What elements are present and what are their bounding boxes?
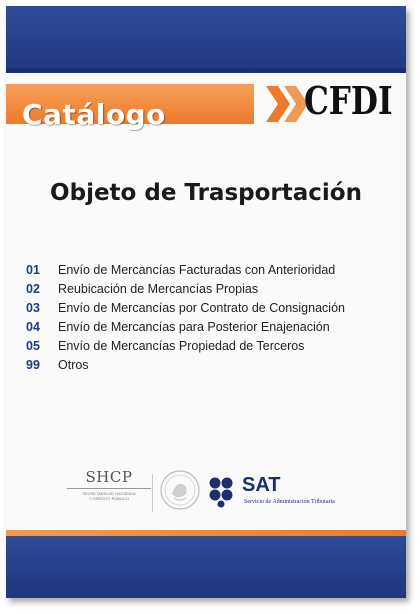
sat-logo — [208, 474, 398, 514]
shcp-divider — [67, 488, 151, 489]
logo-divider — [152, 474, 153, 512]
list-item — [26, 358, 396, 377]
list-item — [26, 339, 396, 358]
mexico-seal-icon — [158, 468, 202, 512]
item-description: Reubicación de Mercancías Propias — [58, 282, 259, 296]
sat-subtitle: Servicio de Administración Tributaria — [244, 499, 335, 505]
list-item — [26, 282, 396, 301]
item-description: Envío de Mercancías por Contrato de Consignación — [58, 301, 345, 315]
sat-wordmark: SAT — [242, 474, 281, 496]
page-title: Objeto de Trasportación — [50, 180, 362, 206]
top-blue-band — [6, 6, 406, 68]
item-code: 99 — [26, 358, 40, 372]
item-description: Envío de Mercancías Facturadas con Anterioridad — [58, 263, 336, 277]
header-row — [6, 72, 406, 130]
shcp-wordmark: SHCP — [85, 468, 133, 486]
sat-dots-icon — [208, 476, 240, 508]
item-code: 05 — [26, 339, 40, 353]
list-item — [26, 263, 396, 282]
shcp-subtitle-2: Y CRÉDITO PÚBLICO — [88, 496, 130, 501]
bottom-blue-band — [6, 536, 406, 598]
item-description: Envío de Mercancías Propiedad de Terceros — [58, 339, 305, 353]
catalog-cover — [6, 6, 406, 598]
footer-logos — [6, 464, 406, 524]
item-description: Envío de Mercancías para Posterior Enajenación — [58, 320, 330, 334]
shcp-logo — [64, 468, 154, 501]
item-description: Otros — [58, 358, 89, 372]
list-item — [26, 301, 396, 320]
shcp-subtitle-1: SECRETARÍA DE HACIENDA — [82, 491, 136, 496]
item-code: 03 — [26, 301, 40, 315]
item-code: 01 — [26, 263, 40, 277]
item-code: 02 — [26, 282, 40, 296]
catalog-code-list — [26, 263, 396, 377]
cfdi-logo: CFDI — [304, 78, 393, 123]
catalog-title: Catálogo — [22, 98, 166, 131]
list-item — [26, 320, 396, 339]
item-code: 04 — [26, 320, 40, 334]
catalog-banner — [6, 84, 254, 131]
